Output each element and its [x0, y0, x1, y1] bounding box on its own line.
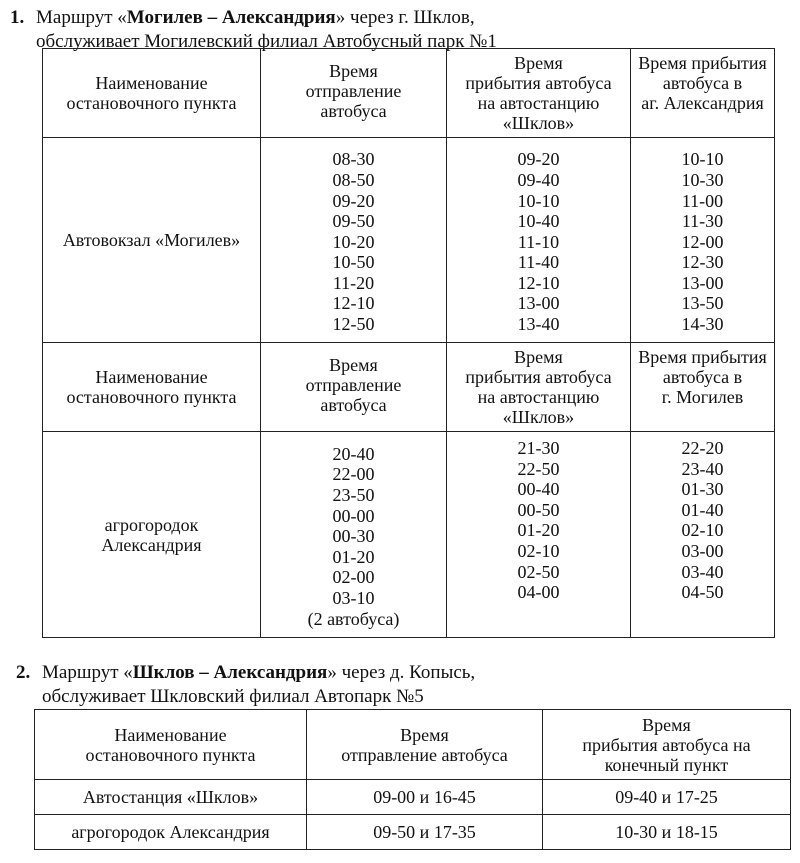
route1-heading — [10, 6, 497, 54]
route1-prefix: Маршрут « — [36, 7, 127, 28]
arrival-shklov-times — [447, 138, 631, 343]
time-value: 10-10 — [517, 190, 560, 211]
time-value: 00-40 — [517, 479, 560, 500]
header-arrival-mogilev: Время прибытия автобуса в г. Могилев — [631, 343, 775, 432]
table-row — [35, 815, 791, 850]
header-departure: Время отправление автобуса — [307, 710, 543, 780]
header-stop: Наименование остановочного пункта — [43, 343, 261, 432]
stop-name: агрогородок Александрия — [35, 815, 307, 850]
time-value: 20-40 — [332, 443, 375, 464]
arrival-shklov-times — [447, 432, 631, 638]
route1-block-b — [43, 432, 775, 638]
time-value: 04-50 — [681, 582, 724, 603]
route1-block-a — [43, 138, 775, 343]
route1-table — [42, 48, 775, 638]
time-value: 03-00 — [681, 540, 724, 561]
route1-number: 1. — [10, 7, 25, 28]
route2-name: Шклов – Александрия — [132, 662, 328, 683]
header-departure: Время отправление автобуса — [261, 49, 447, 138]
time-value: 04-00 — [517, 582, 560, 603]
time-value: 10-30 — [681, 169, 724, 190]
time-value: 02-10 — [517, 540, 560, 561]
time-value: 00-00 — [332, 505, 375, 526]
time-value: 11-20 — [332, 272, 375, 293]
time-value: 11-00 — [681, 190, 724, 211]
time-value: 09-20 — [517, 149, 560, 170]
time-value: 13-00 — [681, 272, 724, 293]
time-value: 01-40 — [681, 499, 724, 520]
time-value: 21-30 — [517, 438, 560, 458]
departure-times: 09-00 и 16-45 — [307, 780, 543, 815]
time-value: 11-10 — [517, 231, 560, 252]
time-value: (2 автобуса) — [307, 608, 400, 629]
time-value: 22-20 — [681, 438, 724, 458]
time-value: 01-30 — [681, 479, 724, 500]
departure-times — [261, 138, 447, 343]
time-value: 01-20 — [332, 546, 375, 567]
route1-header-row-a — [43, 49, 775, 138]
time-value: 02-10 — [681, 520, 724, 541]
header-departure: Время отправление автобуса — [261, 343, 447, 432]
time-value: 10-40 — [517, 211, 560, 232]
time-value: 14-30 — [681, 314, 724, 335]
time-value: 12-50 — [332, 314, 375, 335]
route2-operator: обслуживает Шкловский филиал Автопарк №5 — [42, 686, 424, 707]
arrival-alexandria-times — [631, 138, 775, 343]
time-value: 11-40 — [517, 252, 560, 273]
time-value: 09-20 — [332, 190, 375, 211]
time-value: 22-50 — [517, 458, 560, 479]
arrival-mogilev-times — [631, 432, 775, 638]
departure-times — [261, 432, 447, 638]
time-value: 13-40 — [517, 314, 560, 335]
time-value: 12-10 — [517, 272, 560, 293]
time-value: 13-50 — [681, 293, 724, 314]
route1-operator: обслуживает Могилевский филиал Автобусный парк №1 — [36, 31, 497, 52]
time-value: 03-40 — [681, 561, 724, 582]
header-arrival-shklov: Время прибытия автобуса на автостанцию «Шклов» — [447, 343, 631, 432]
departure-times: 09-50 и 17-35 — [307, 815, 543, 850]
time-value: 11-30 — [681, 211, 724, 232]
header-stop: Наименование остановочного пункта — [35, 710, 307, 780]
time-value: 00-50 — [517, 499, 560, 520]
route2-number: 2. — [16, 662, 31, 683]
table-row — [35, 780, 791, 815]
route2-header-row — [35, 710, 791, 780]
time-value: 02-50 — [517, 561, 560, 582]
route2-prefix: Маршрут « — [42, 662, 133, 683]
time-value: 08-50 — [332, 169, 375, 190]
time-value: 12-10 — [332, 293, 375, 314]
arrival-times: 10-30 и 18-15 — [543, 815, 791, 850]
route1-header-row-b — [43, 343, 775, 432]
time-value: 10-10 — [681, 149, 724, 170]
arrival-times: 09-40 и 17-25 — [543, 780, 791, 815]
route1-name: Могилев – Александрия — [126, 7, 336, 28]
time-value: 08-30 — [332, 149, 375, 170]
time-value: 23-50 — [332, 485, 375, 506]
stop-name: Автостанция «Шклов» — [35, 780, 307, 815]
header-arrival-final: Время прибытия автобуса на конечный пункт — [543, 710, 791, 780]
route2-table — [34, 709, 791, 850]
time-value: 23-40 — [681, 458, 724, 479]
stop-name: агрогородок Александрия — [43, 432, 261, 638]
time-value: 10-50 — [332, 252, 375, 273]
route2-heading — [16, 661, 475, 709]
time-value: 10-20 — [332, 231, 375, 252]
time-value: 09-50 — [332, 211, 375, 232]
stop-name: Автовокзал «Могилев» — [43, 138, 261, 343]
time-value: 01-20 — [517, 520, 560, 541]
header-stop: Наименование остановочного пункта — [43, 49, 261, 138]
time-value: 22-00 — [332, 464, 375, 485]
time-value: 09-40 — [517, 169, 560, 190]
time-value: 00-30 — [332, 526, 375, 547]
time-value: 12-30 — [681, 252, 724, 273]
time-value: 12-00 — [681, 231, 724, 252]
time-value: 02-00 — [332, 567, 375, 588]
time-value: 13-00 — [517, 293, 560, 314]
header-arrival-shklov: Время прибытия автобуса на автостанцию «Шклов» — [447, 49, 631, 138]
route2-suffix: » через д. Копысь, — [327, 662, 476, 683]
time-value: 03-10 — [332, 587, 375, 608]
route1-suffix: » через г. Шклов, — [335, 7, 475, 28]
header-arrival-alexandria: Время прибытия автобуса в аг. Александрия — [631, 49, 775, 138]
